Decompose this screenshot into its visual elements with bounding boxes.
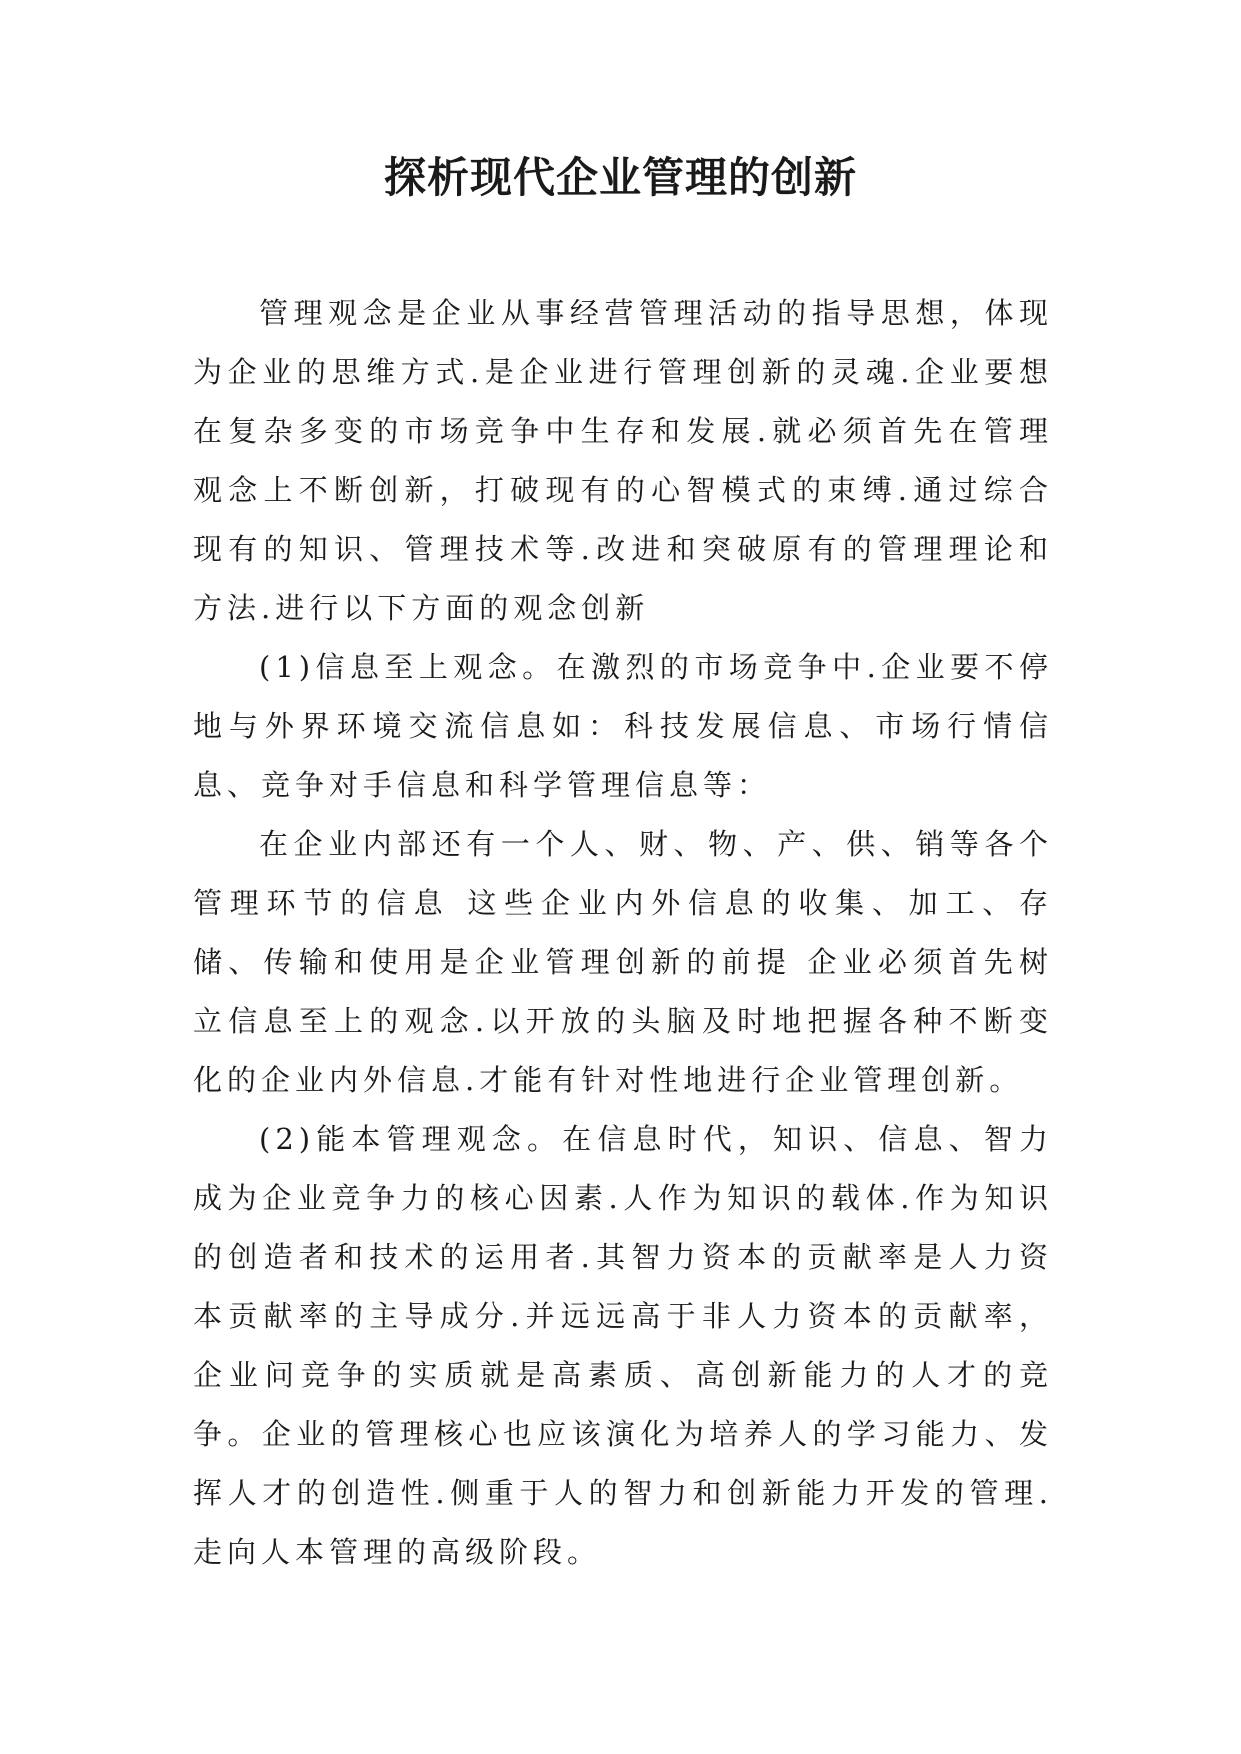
paragraph-intro: 管理观念是企业从事经营管理活动的指导思想，体现为企业的思维方式.是企业进行管理创新的灵魂.企业要想在复杂多变的市场竞争中生存和发展.就必须首先在管理观念上不断创新，打破现有的心智模式的束缚.通过综合现有的知识、管理技术等.改进和突破原有的管理理论和方法.进行以下方面的观念创新: [193, 296, 1053, 625]
document-title: 探析现代企业管理的创新: [383, 153, 857, 202]
paragraph-information-first: (1)信息至上观念。在激烈的市场竞争中.企业要不停地与外界环境交流信息如：科技发展信息、市场行情信息、竞争对手信息和科学管理信息等：: [193, 650, 1053, 802]
paragraph-internal-information: 在企业内部还有一个人、财、物、产、供、销等各个管理环节的信息 这些企业内外信息的收集、加工、存储、传输和使用是企业管理创新的前提 企业必须首先树立信息至上的观念.以开放的头脑及时地把握各种不断变化的企业内外信息.才能有针对性地进行企业管理创新。: [193, 827, 1053, 1097]
paragraph-ability-management: (2)能本管理观念。在信息时代，知识、信息、智力成为企业竞争力的核心因素.人作为知识的载体.作为知识的创造者和技术的运用者.其智力资本的贡献率是人力资本贡献率的主导成分.并远远高于非人力资本的贡献率，企业问竞争的实质就是高素质、高创新能力的人才的竞争。企业的管理核心也应该演化为培养人的学习能力、发挥人才的创造性.侧重于人的智力和创新能力开发的管理.走向人本管理的高级阶段。: [193, 1122, 1053, 1569]
document-body: [193, 284, 1053, 1582]
